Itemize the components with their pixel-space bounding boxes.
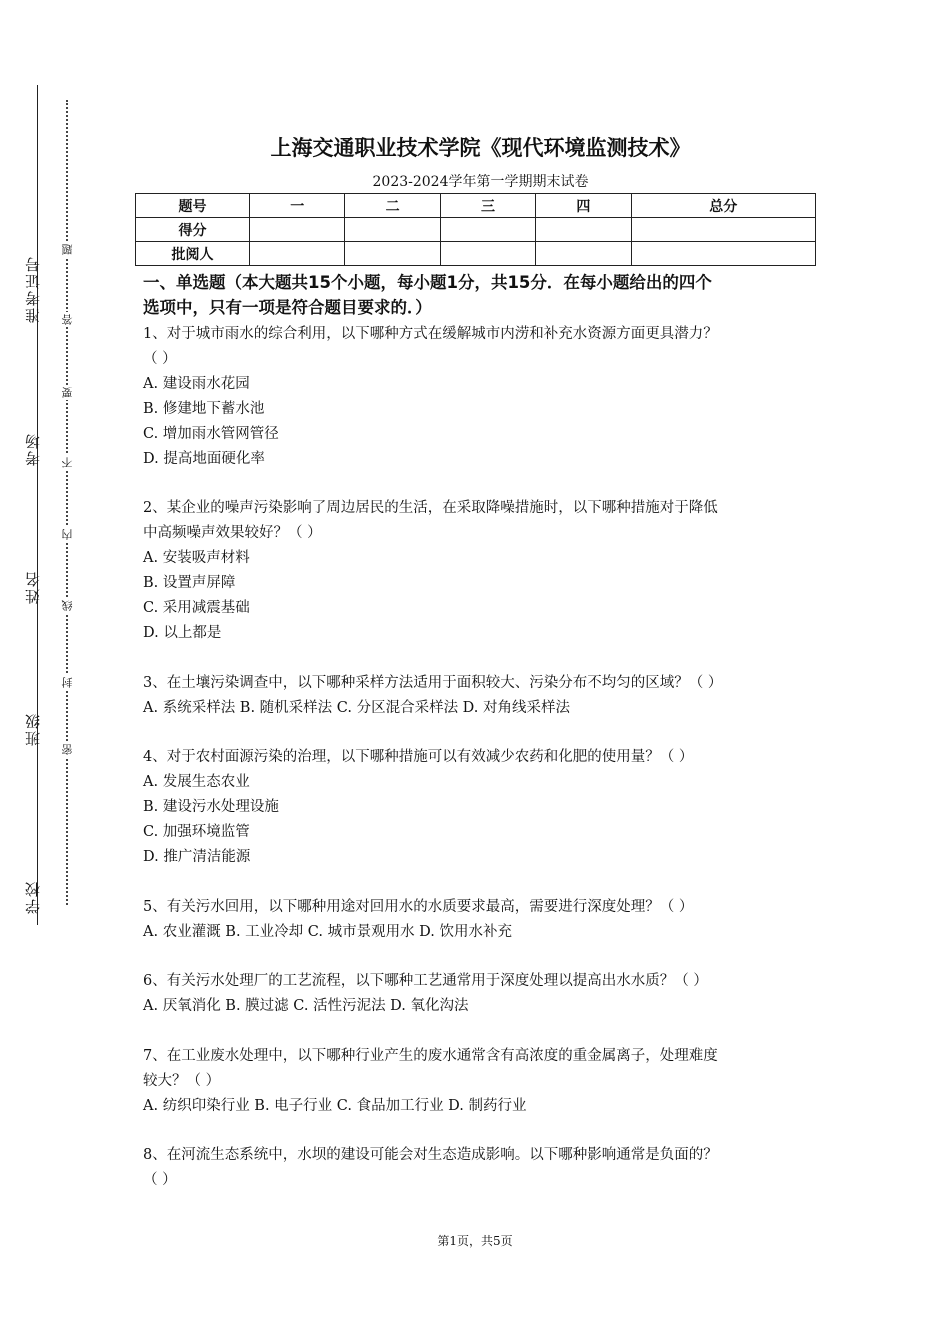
col-header: 四 [536, 194, 631, 218]
row-header: 得分 [136, 218, 250, 242]
answer-blank: （ ） [143, 1172, 177, 1188]
score-cell[interactable] [631, 218, 815, 242]
seal-word: 线 [61, 600, 74, 611]
section-heading [143, 270, 818, 320]
option: A. 发展生态农业 [143, 774, 250, 790]
question-text: 7、在工业废水处理中，以下哪种行业产生的废水通常含有高浓度的重金属离子，处理难度 [143, 1048, 718, 1064]
option: D. 以上都是 [143, 625, 222, 641]
seal-word: 不 [61, 457, 74, 468]
answer-blank: （ ） [143, 351, 177, 367]
col-header: 一 [250, 194, 345, 218]
col-header: 题号 [136, 194, 250, 218]
score-table-header-row [136, 194, 816, 218]
col-header: 总分 [631, 194, 815, 218]
page-footer: 第1页，共5页 [437, 1234, 513, 1248]
score-row [136, 218, 816, 242]
option: B. 建设污水处理设施 [143, 799, 279, 815]
option: A. 安装吸声材料 [143, 550, 250, 566]
exam-subtitle: 2023-2024学年第一学期期末试卷 [372, 174, 589, 190]
fill-in-line [37, 85, 38, 925]
option: D. 提高地面硬化率 [143, 451, 265, 467]
question-text: 1、对于城市雨水的综合利用，以下哪种方式在缓解城市内涝和补充水资源方面更具潜力？ [143, 326, 718, 342]
score-cell[interactable] [536, 218, 631, 242]
section-heading-line: 一、单选题（本大题共15个小题，每小题1分，共15分．在每小题给出的四个 [143, 273, 712, 292]
grader-cell[interactable] [250, 242, 345, 266]
seal-word: 封 [61, 677, 74, 688]
question-text: 2、某企业的噪声污染影响了周边居民的生活，在采取降噪措施时，以下哪种措施对于降低 [143, 500, 718, 516]
seal-word: 密 [61, 744, 74, 755]
options-inline: A. 系统采样法 B. 随机采样法 C. 分区混合采样法 D. 对角线采样法 [143, 700, 571, 716]
grader-cell[interactable] [536, 242, 631, 266]
options-inline: A. 厌氧消化 B. 膜过滤 C. 活性污泥法 D. 氧化沟法 [143, 998, 469, 1014]
option: B. 修建地下蓄水池 [143, 401, 265, 417]
class-label: 班级 [24, 712, 42, 746]
row-header: 批阅人 [136, 242, 250, 266]
seal-word: 要 [61, 387, 74, 398]
score-cell[interactable] [440, 218, 535, 242]
option: C. 采用减震基础 [143, 600, 250, 616]
grader-cell[interactable] [345, 242, 440, 266]
score-table [135, 193, 816, 266]
question-text: 较大？（ ） [143, 1073, 221, 1089]
option: D. 推广清洁能源 [143, 849, 251, 865]
question-text: 6、有关污水处理厂的工艺流程，以下哪种工艺通常用于深度处理以提高出水水质？（ ） [143, 973, 708, 989]
score-cell[interactable] [250, 218, 345, 242]
question-text: 8、在河流生态系统中，水坝的建设可能会对生态造成影响。以下哪种影响通常是负面的？ [143, 1147, 718, 1163]
question-text: 中高频噪声效果较好？（ ） [143, 525, 322, 541]
options-inline: A. 纺织印染行业 B. 电子行业 C. 食品加工行业 D. 制药行业 [143, 1098, 527, 1114]
grader-row [136, 242, 816, 266]
option: A. 建设雨水花园 [143, 376, 250, 392]
exam-title: 上海交通职业技术学院《现代环境监测技术》 [270, 136, 691, 160]
name-label: 姓名 [24, 570, 42, 604]
seal-word: 答 [61, 314, 74, 325]
option: B. 设置声屏障 [143, 575, 236, 591]
binding-margin [0, 0, 110, 1344]
col-header: 三 [440, 194, 535, 218]
exam-room-label: 考场 [24, 432, 42, 466]
grader-cell[interactable] [631, 242, 815, 266]
seal-word: 题 [61, 244, 74, 255]
options-inline: A. 农业灌溉 B. 工业冷却 C. 城市景观用水 D. 饮用水补充 [143, 924, 513, 940]
admission-number-label: 准考证号 [24, 255, 42, 323]
score-cell[interactable] [345, 218, 440, 242]
question-text: 5、有关污水回用，以下哪种用途对回用水的水质要求最高，需要进行深度处理？（ ） [143, 899, 694, 915]
seal-word: 内 [61, 529, 74, 540]
question-text: 3、在土壤污染调查中，以下哪种采样方法适用于面积较大、污染分布不均匀的区域？（ ） [143, 675, 723, 691]
school-label: 学校 [24, 880, 42, 914]
option: C. 加强环境监管 [143, 824, 250, 840]
section-heading-line: 选项中，只有一项是符合题目要求的．） [143, 298, 432, 317]
col-header: 二 [345, 194, 440, 218]
option: C. 增加雨水管网管径 [143, 426, 279, 442]
question-text: 4、对于农村面源污染的治理，以下哪种措施可以有效减少农药和化肥的使用量？（ ） [143, 749, 694, 765]
seal-dotted-line [66, 100, 68, 905]
grader-cell[interactable] [440, 242, 535, 266]
